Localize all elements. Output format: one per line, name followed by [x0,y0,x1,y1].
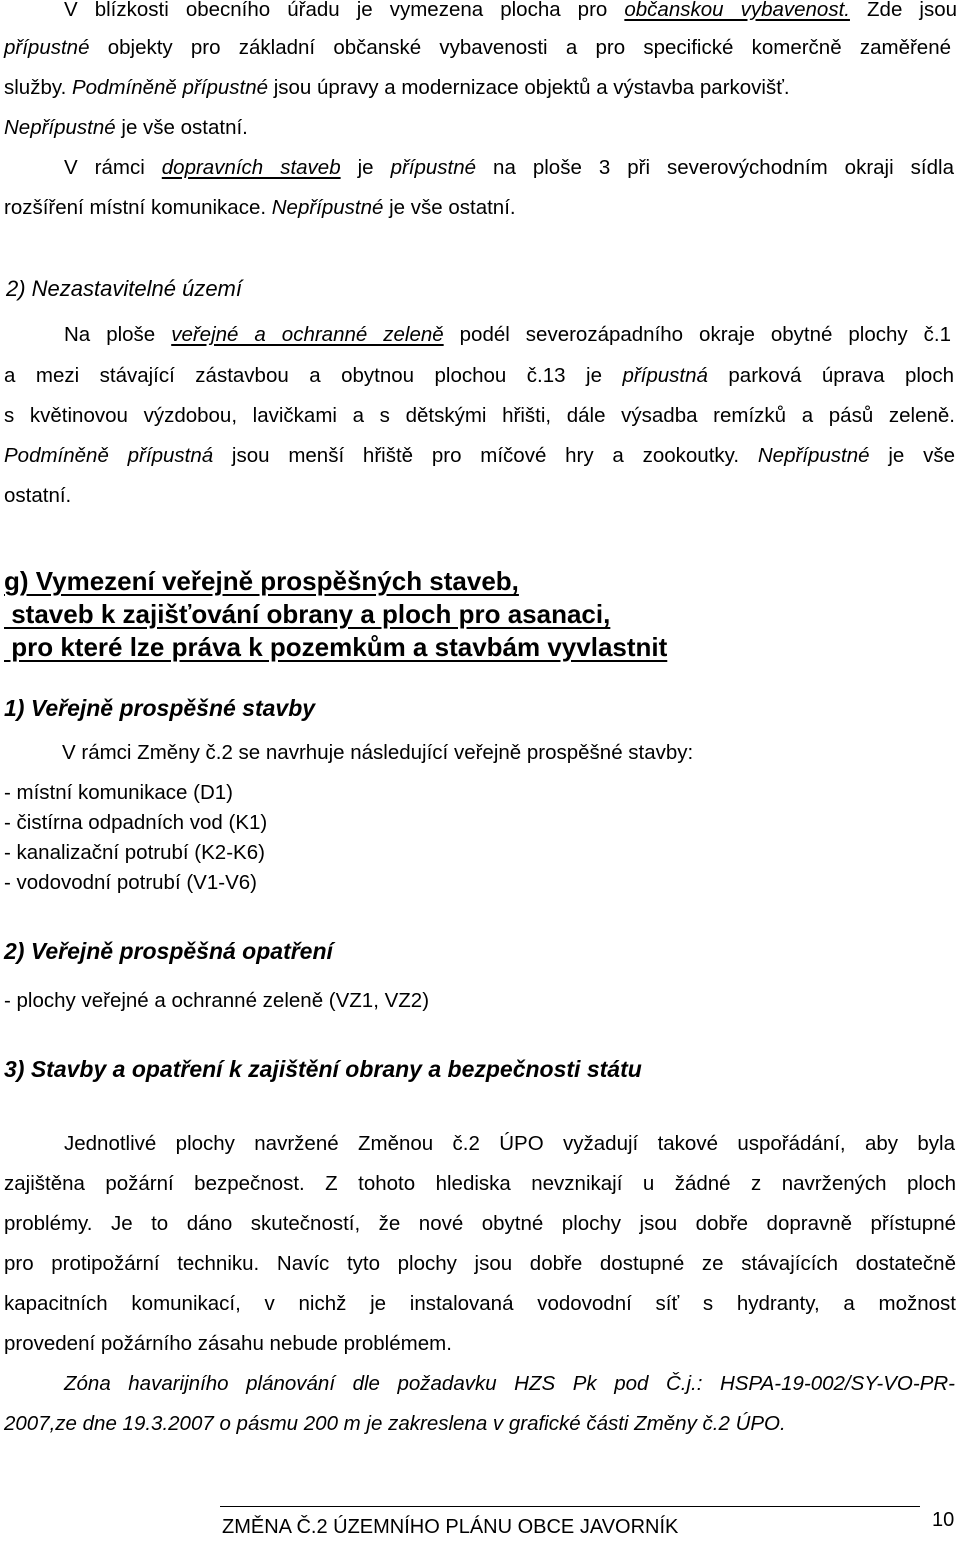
section-heading-nezastavitelne: 2) Nezastavitelné území [6,276,242,301]
footer-title: ZMĚNA Č.2 ÚZEMNÍHO PLÁNU OBCE JAVORNÍK [222,1516,679,1538]
p3-line5: ostatní. [4,484,72,507]
s3-line1: Jednotlivé plochy navržené Změnou č.2 ÚPO vyžadují takové uspořádání, aby byla [64,1132,955,1155]
p3-line1: Na ploše veřejné a ochranné zeleně podél severozápadního okraje obytné plochy č.1 [64,323,951,346]
s3-line4: pro protipožární techniku. Navíc tyto plochy jsou dobře dostupné ze stávajících dostatečně [4,1252,956,1275]
list-item: - místní komunikace (D1) [4,781,233,804]
heading-obrana-bezpecnost: 3) Stavby a opatření k zajištění obrany a bezpečnosti státu [4,1056,642,1082]
p2-line1: V rámci dopravních staveb je přípustné na ploše 3 při severovýchodním okraji sídla [64,156,954,179]
p1-line2: přípustné objekty pro základní občanské vybavenosti a pro specifické komerčně zaměřené [4,36,951,59]
p3-line2: a mezi stávající zástavbou a obytnou plochou č.13 je přípustná parková úprava ploch [4,364,954,387]
vps-intro: V rámci Změny č.2 se navrhuje následující veřejně prospěšné stavby: [62,741,694,764]
section-g-heading-line1: g) Vymezení veřejně prospěšných staveb, [4,566,519,596]
heading-verejne-prospesne-stavby: 1) Veřejně prospěšné stavby [4,695,316,721]
heading-verejne-prospesna-opatreni: 2) Veřejně prospěšná opatření [4,938,333,964]
p1-line4: Nepřípustné je vše ostatní. [4,116,248,139]
section-g-heading-line3: pro které lze práva k pozemkům a stavbám vyvlastnit [4,632,668,662]
s3-line3: problémy. Je to dáno skutečností, že nové obytné plochy jsou dobře dopravně přístupné [4,1212,956,1235]
p3-line4: Podmíněně přípustná jsou menší hřiště pro míčové hry a zookoutky. Nepřípustné je vše [4,444,955,467]
list-item: - vodovodní potrubí (V1-V6) [4,871,257,894]
section-g-heading-line2: staveb k zajišťování obrany a ploch pro asanaci, [4,599,611,629]
s3-line5: kapacitních komunikací, v nichž je instalovaná vodovodní síť s hydranty, a možnost [4,1292,956,1315]
p1-line3: služby. Podmíněně přípustné jsou úpravy a modernizace objektů a výstavba parkovišť. [4,76,790,99]
zona-line2: 2007,ze dne 19.3.2007 o pásmu 200 m je zakreslena v grafické části Změny č.2 ÚPO. [4,1412,786,1435]
list-item: - plochy veřejné a ochranné zeleně (VZ1, VZ2) [4,989,430,1012]
p3-line3: s květinovou výzdobou, lavičkami a s dětskými hřišti, dále výsadba remízků a pásů zeleně. [4,404,955,427]
s3-line6: provedení požárního zásahu nebude problémem. [4,1332,452,1355]
zona-line1: Zóna havarijního plánování dle požadavku HZS Pk pod Č.j.: HSPA-19-002/SY-VO-PR- [64,1372,955,1395]
footer-rule [220,1506,920,1507]
p1-line1: V blízkosti obecního úřadu je vymezena plocha pro občanskou vybavenost. Zde jsou [64,0,958,21]
p2-line2: rozšíření místní komunikace. Nepřípustné je vše ostatní. [4,196,516,219]
s3-line2: zajištěna požární bezpečnost. Z tohoto hlediska nevznikají u žádné z navržených ploch [4,1172,956,1195]
list-item: - čistírna odpadních vod (K1) [4,811,268,834]
page-number: 10 [932,1509,955,1531]
list-item: - kanalizační potrubí (K2-K6) [4,841,265,864]
